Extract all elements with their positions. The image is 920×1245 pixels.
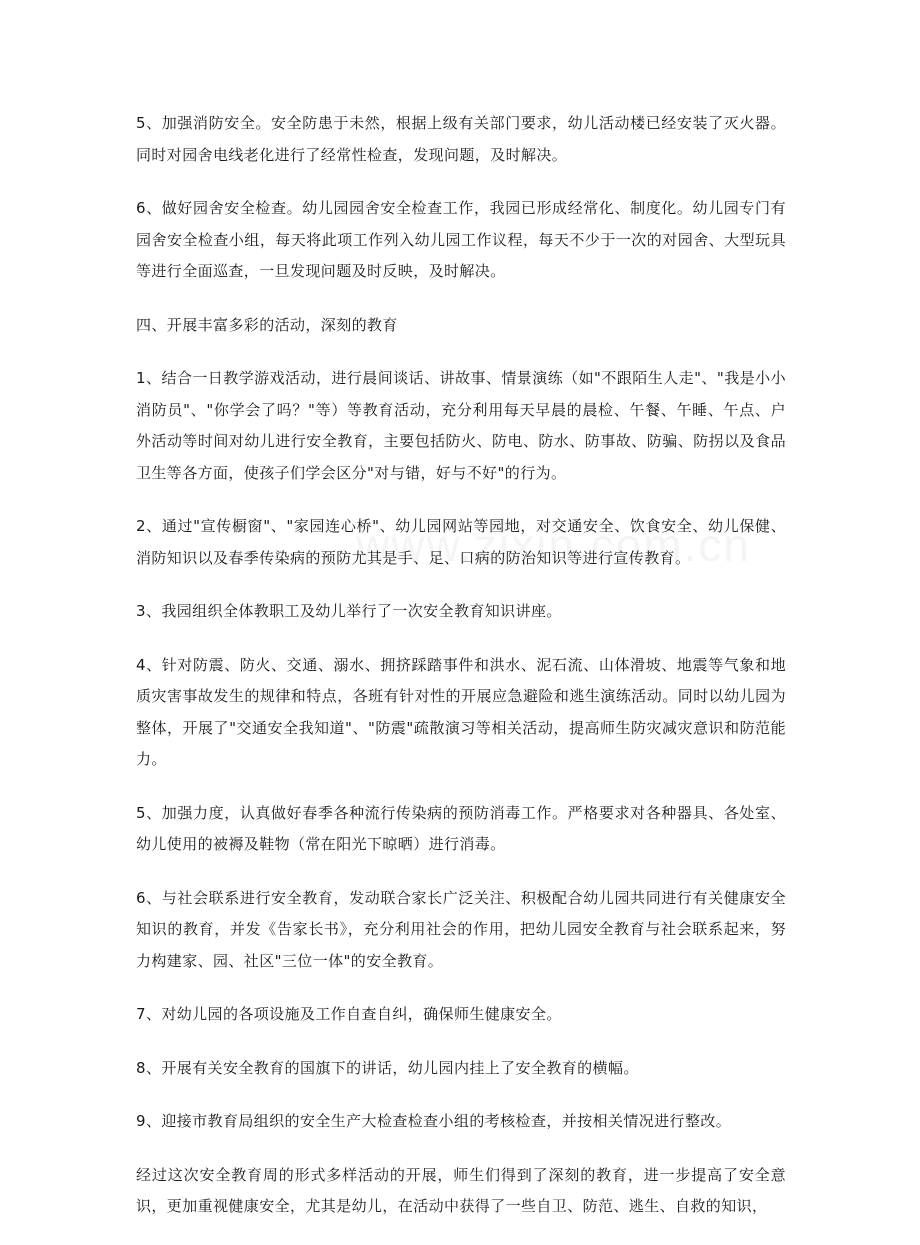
section-heading-activities: 四、开展丰富多彩的活动，深刻的教育: [136, 315, 398, 334]
document-body: [136, 108, 786, 1245]
paragraph-flag-speech: 8、开展有关安全教育的国旗下的讲话，幼儿园内挂上了安全教育的横幅。: [136, 1058, 639, 1077]
paragraph-fire-safety: 5、加强消防安全。安全防患于未然，根据上级有关部门要求，幼儿活动楼已经安装了灭火器。同时对园舍电线老化进行了经常性检查，发现问题，及时解决。: [136, 114, 786, 164]
paragraph-inspection: 9、迎接市教育局组织的安全生产大检查检查小组的考核检查，并按相关情况进行整改。: [136, 1112, 732, 1130]
paragraph-publicity: 2、通过"宣传橱窗"、"家园连心桥"、幼儿园网站等园地，对交通安全、饮食安全、幼儿保健、消防知识以及春季传染病的预防尤其是手、足、口病的防治知识等进行宣传教育。: [136, 517, 786, 567]
paragraph-drills: 4、针对防震、防火、交通、溺水、拥挤踩踏事件和洪水、泥石流、山体滑坡、地震等气象和地质灾害事故发生的规律和特点，各班有针对性的开展应急避险和逃生演练活动。同时以幼儿园为整体，开展了"交通安全我知道"、"防震"疏散演习等相关活动，提高师生防灾减灾意识和防范能力。: [136, 655, 786, 768]
paragraph-disinfection: 5、加强力度，认真做好春季各种流行传染病的预防消毒工作。严格要求对各种器具、各处室、幼儿使用的被褥及鞋物（常在阳光下晾晒）进行消毒。: [136, 803, 786, 853]
paragraph-social-education: 6、与社会联系进行安全教育，发动联合家长广泛关注、积极配合幼儿园共同进行有关健康安全知识的教育，并发《告家长书》，充分利用社会的作用，把幼儿园安全教育与社会联系起来，努力构建家、园、社区"三位一体"的安全教育。: [136, 888, 786, 970]
paragraph-summary: 经过这次安全教育周的形式多样活动的开展，师生们得到了深刻的教育，进一步提高了安全意识，更加重视健康安全，尤其是幼儿，在活动中获得了一些自卫、防范、逃生、自救的知识，: [136, 1165, 786, 1215]
paragraph-building-inspection: 6、做好园舍安全检查。幼儿园园舍安全检查工作，我园已形成经常化、制度化。幼儿园专门有园舍安全检查小组，每天将此项工作列入幼儿园工作议程，每天不少于一次的对园舍、大型玩具等进行全面巡查，一旦发现问题及时反映，及时解决。: [136, 199, 786, 280]
paragraph-lecture: 3、我园组织全体教职工及幼儿举行了一次安全教育知识讲座。: [136, 602, 562, 620]
paragraph-self-inspection: 7、对幼儿园的各项设施及工作自查自纠，确保师生健康安全。: [136, 1005, 562, 1023]
paragraph-daily-activities: 1、结合一日教学游戏活动，进行晨间谈话、讲故事、情景演练（如"不跟陌生人走"、"我是小小消防员"、"你学会了吗？"等）等教育活动，充分利用每天早晨的晨检、午餐、午睡、午点、户外活动等时间对幼儿进行安全教育，主要包括防火、防电、防水、防事故、防骗、防拐以及食品卫生等各方面，使孩子们学会区分"对与错，好与不好"的行为。: [136, 369, 786, 482]
